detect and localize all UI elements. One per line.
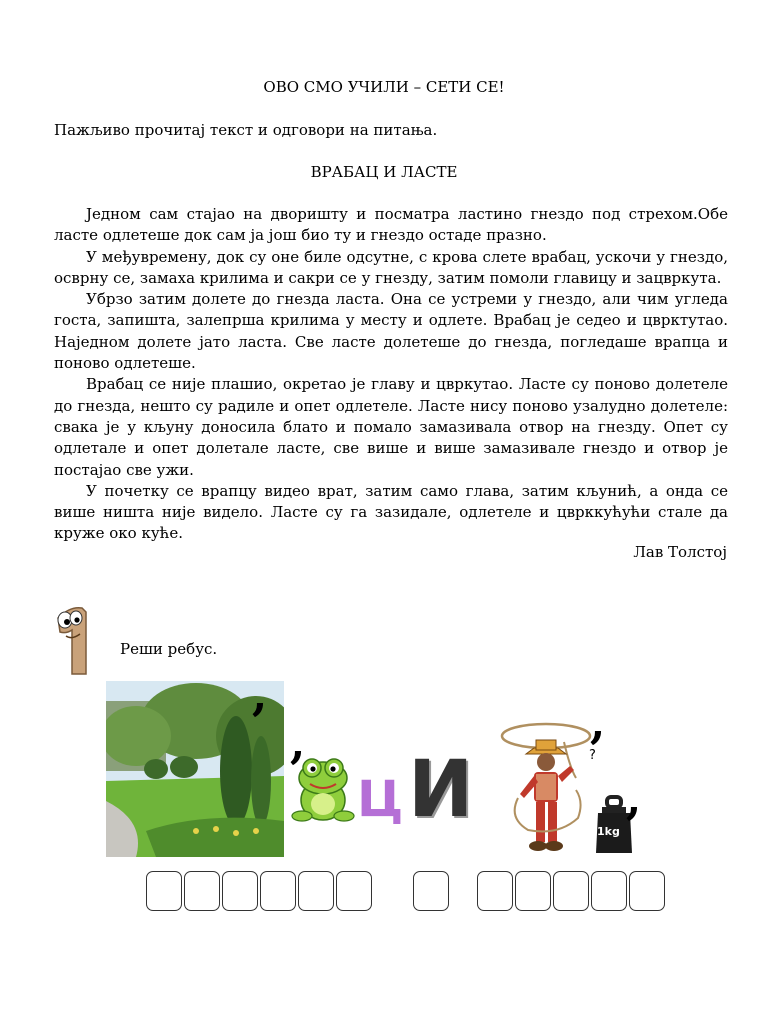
story-text (54, 204, 728, 545)
answer-box[interactable] (591, 871, 627, 911)
rebus-comma: , (252, 670, 268, 721)
rebus-letter-ts: Ц (357, 770, 404, 828)
answer-box[interactable] (222, 871, 258, 911)
task-label: Реши ребус. (120, 640, 218, 658)
story-paragraph: Врабац се није плашио, окретао је главу и цвркутао. Ласте су поново долетеле до гнезда, нешто су радиле и опет одлетеле. Ласте нису поново узалудно долетеле: свака је у кљуну доносила блато и помало замазивала отвор на гнезду. Опет су одлетале и опет долетале ласте, све више и више замазивале гнездо и отвор је постајао све ужи. (54, 375, 728, 479)
rebus-question-mark: ? (589, 748, 596, 763)
answer-box[interactable] (146, 871, 182, 911)
weight-label: 1kg (597, 825, 620, 838)
answer-boxes-word-3 (477, 871, 665, 911)
answer-box[interactable] (336, 871, 372, 911)
answer-boxes-word-1 (146, 871, 372, 911)
rebus-comma: , (290, 718, 306, 769)
answer-box[interactable] (553, 871, 589, 911)
answer-box[interactable] (260, 871, 296, 911)
rebus-letter-i: И (408, 745, 474, 835)
answer-box[interactable] (413, 871, 449, 911)
answer-box[interactable] (184, 871, 220, 911)
story-paragraph: Једном сам стајао на дворишту и посматра ластино гнездо под стрехом.Обе ласте одлетеше док сам ја још био ту и гнездо остаде празно. (54, 205, 728, 245)
page-title: ОВО СМО УЧИЛИ – СЕТИ СЕ! (263, 78, 505, 96)
story-paragraph: Убрзо затим долете до гнезда ласта. Она се устреми у гнездо, али чим угледа госта, запишта, залепрша крилима у месту и одлете. Врабац је седео и цврктутао. Наједном долете јато ласта. Све ласте долетеше до гнезда, погледаше врапца и поново одлетеше. (54, 290, 728, 373)
answer-box[interactable] (298, 871, 334, 911)
number-one-mascot-icon (52, 604, 94, 678)
rebus-comma: , (590, 698, 606, 749)
answer-box[interactable] (477, 871, 513, 911)
rebus-comma: , (626, 774, 642, 825)
answer-box[interactable] (629, 871, 665, 911)
story-author: Лав Толстој (633, 543, 727, 561)
story-paragraph: У почетку се врапцу видео врат, затим само глава, затим кљунић, а онда се више ништа није видело. Ласте су га зазидале, одлетеле и цврккућући стале да круже око куће. (54, 481, 728, 543)
answer-boxes-word-2 (413, 871, 449, 911)
answer-box[interactable] (515, 871, 551, 911)
story-title: ВРАБАЦ И ЛАСТЕ (310, 163, 458, 181)
cowboy-lasso-image (498, 718, 594, 858)
instruction-text: Пажљиво прочитај текст и одговори на питања. (54, 121, 438, 139)
story-paragraph: У међувремену, док су оне биле одсутне, с крова слете врабац, ускочи у гнездо, осврну се, замаха крилима и сакри се у гнезду, затим помоли главицу и зацвркута. (54, 247, 728, 287)
